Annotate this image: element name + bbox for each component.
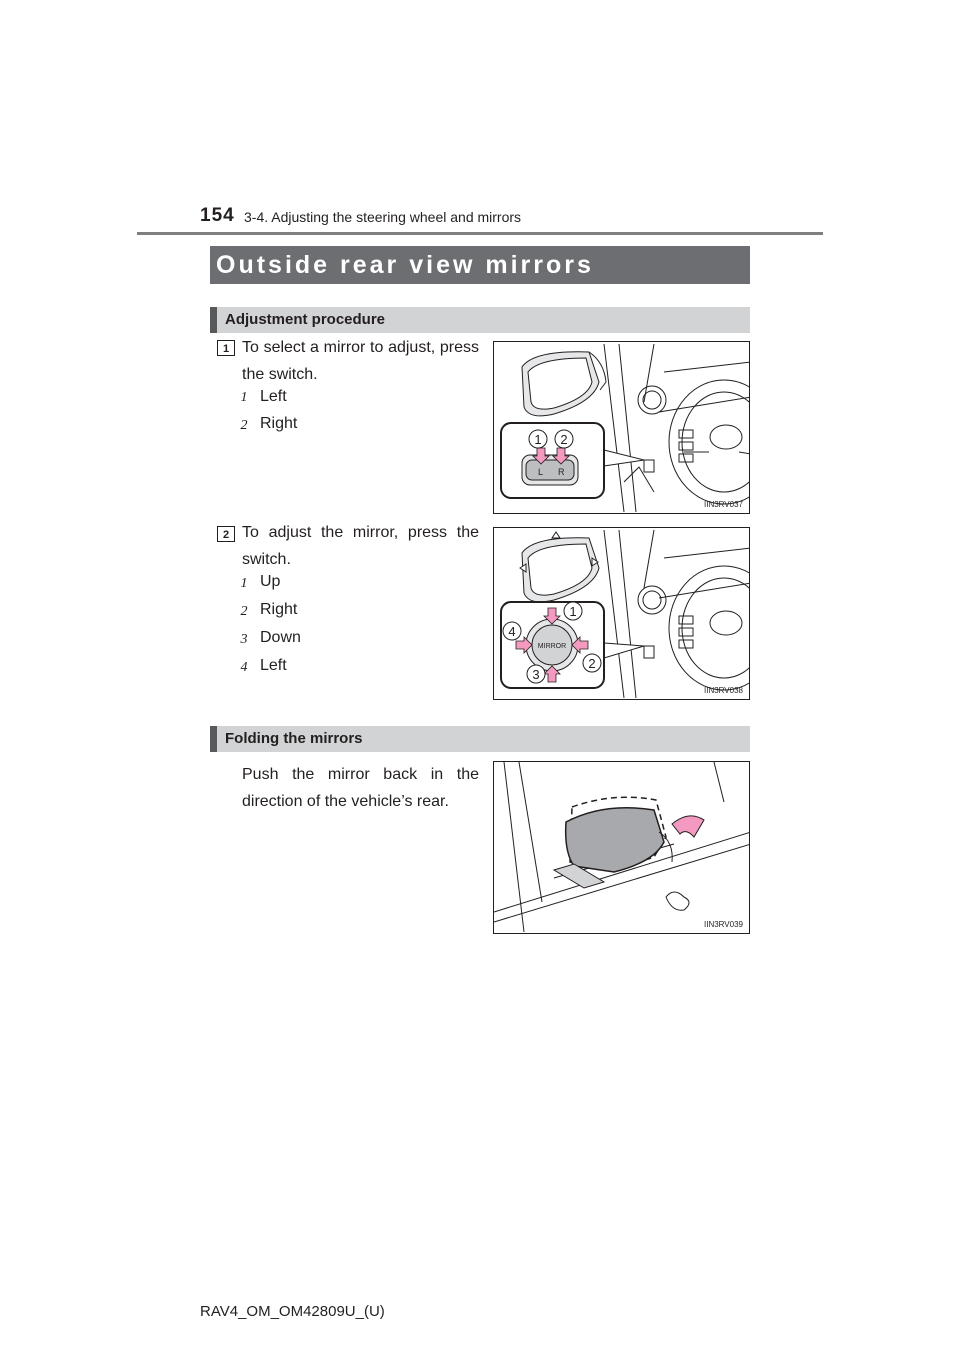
step-1-item-1-label: Left [260, 388, 287, 405]
figure-mirror-adjust [493, 527, 750, 700]
page-title: Outside rear view mirrors [210, 246, 750, 284]
step-2-badge: 2 [217, 526, 235, 542]
step-2-item-4-label: Left [260, 657, 287, 674]
step-1-badge: 1 [217, 340, 235, 356]
step-1-item-1-number: 1 [240, 390, 248, 405]
figure-code: IIN3RV038 [704, 686, 743, 695]
step-2-item-4-number: 4 [240, 660, 248, 675]
step-1-text: To select a mirror to adjust, press the switch. [242, 339, 479, 383]
mirror-up-indicator-icon [552, 532, 560, 538]
step-2-item-1-label: Up [260, 573, 281, 590]
callout-3: 3 [532, 667, 540, 682]
adjustment-heading: Adjustment procedure [210, 307, 750, 333]
header-divider [137, 232, 823, 235]
callout-2: 2 [560, 432, 568, 447]
folding-text: Push the mirror back in the direction of the vehicle’s rear. [242, 766, 479, 810]
callout-4: 4 [508, 624, 516, 639]
step-1-item-2-number: 2 [240, 418, 248, 433]
step-2-item-1-number: 1 [240, 576, 248, 591]
figure-code: IIN3RV039 [704, 920, 743, 929]
page-number: 154 [200, 205, 235, 226]
mirror-switch-label: MIRROR [537, 643, 567, 650]
figure-mirror-select [493, 341, 750, 514]
step-1-item-2-label: Right [260, 415, 298, 432]
fold-direction-arrow-icon [672, 816, 704, 837]
switch-label-right: R [558, 467, 565, 477]
folding-heading: Folding the mirrors [210, 726, 750, 752]
step-2-item-2-number: 2 [240, 604, 248, 619]
mirror-adjust-illustration [494, 528, 750, 700]
step-2-text: To adjust the mirror, press the switch. [242, 524, 479, 568]
figure-mirror-folding [493, 761, 750, 934]
document-id: RAV4_OM_OM42809U_(U) [200, 1303, 385, 1320]
step-2-item-2-label: Right [260, 601, 298, 618]
section-breadcrumb: 3-4. Adjusting the steering wheel and mirrors [244, 209, 522, 225]
callout-2: 2 [588, 656, 596, 671]
callout-1: 1 [569, 604, 577, 619]
mirror-select-illustration [494, 342, 750, 514]
figure-code: IIN3RV037 [704, 500, 743, 509]
callout-1: 1 [534, 432, 542, 447]
mirror-folding-illustration [494, 762, 750, 934]
step-2-item-3-number: 3 [240, 632, 248, 647]
switch-label-left: L [538, 467, 544, 477]
step-2-item-3-label: Down [260, 629, 301, 646]
